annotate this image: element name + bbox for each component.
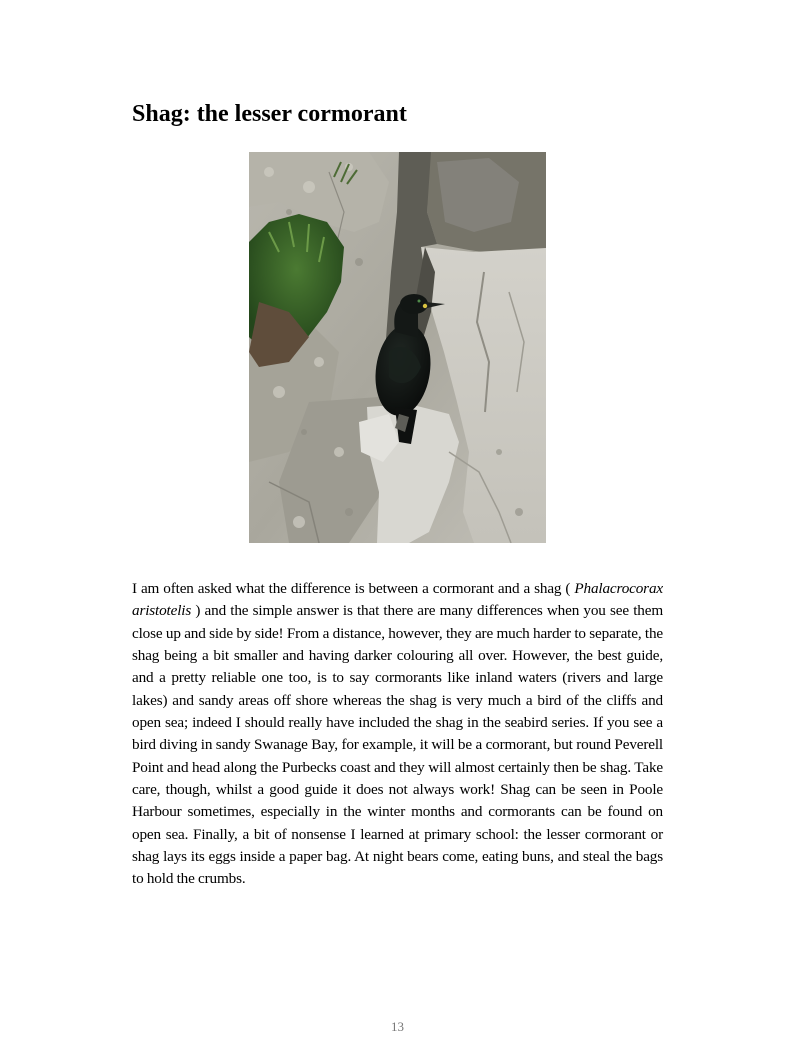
body-text-part-1: I am often asked what the difference is between a cormorant and a shag ( xyxy=(132,580,571,597)
page-number: 13 xyxy=(391,1019,404,1034)
page-title: Shag: the lesser cormorant xyxy=(132,101,407,127)
body-text-part-2: ) and the simple answer is that there are many differences when you see them close up and side by side! From a distance, however, they are much harder to separate, the shag being a bit smaller and having darker colouring all over. However, the best guide, and a pretty reliable one too, is to say cormorants like inland waters (rivers and large lakes) and sandy areas off shore whereas the shag is very much a bird of the cliffs and open sea; indeed I should really have included the shag in the seabird series. If you see a bird diving in sandy Swanage Bay, for example, it will be a cormorant, but round Peverell Point and head along the Purbecks coast and they will almost certainly then be shag. Take care, though, whilst a good guide it does not always work! Shag can be seen in Poole Harbour sometimes, especially in the winter months and cormorants can be found on open sea. Finally, a bit of nonsense I learned at primary school: the lesser cormorant or shag lays its eggs inside a paper bag. At night bears come, eating buns, and steal the bags to hold the crumbs. xyxy=(132,602,663,888)
species-name: Phalacrocorax aristotelis xyxy=(132,580,663,620)
body-paragraph xyxy=(132,578,663,891)
shag-photo xyxy=(249,152,546,543)
